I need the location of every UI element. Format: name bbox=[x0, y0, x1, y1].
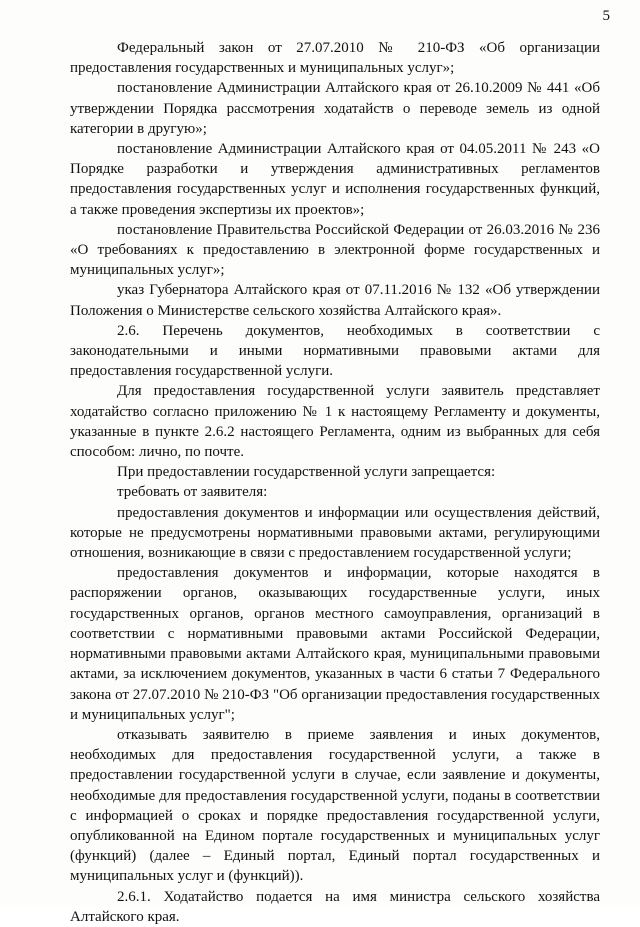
paragraph-prohibition-documents: предоставления документов и информации, которые находятся в распоряжении органов, оказывающих государственные услуги, иных государственных органов, органов местного самоуправления, организаций в соответствии с нормативными правовыми актами Российской Федерации, нормативными правовыми актами Алтайского края, муниципальными правовыми актами, за исключением документов, указанных в части 6 статьи 7 Федерального закона от 27.07.2010 № 210-ФЗ "Об организации предоставления государственных и муниципальных услуг"; bbox=[70, 565, 600, 723]
paragraph-resolution-441: постановление Администрации Алтайского края от 26.10.2009 № 441 «Об утверждении Порядка рассмотрения ходатайств о переводе земель из одной категории в другую»; bbox=[70, 80, 600, 137]
paragraph-prohibition-actions: предоставления документов и информации или осуществления действий, которые не предусмотрены нормативными правовыми актами, регулирующими отношения, возникающие в связи с предоставлением государственной услуги; bbox=[70, 504, 600, 562]
page-number: 5 bbox=[602, 8, 610, 24]
paragraph-federal-law-210: Федеральный закон от 27.07.2010 № 210-ФЗ «Об организации предоставления государственных и муниципальных услуг»; bbox=[70, 40, 600, 77]
paragraph-prohibited-intro: При предоставлении государственной услуги запрещается: bbox=[117, 464, 496, 481]
paragraph-applicant-submission: Для предоставления государственной услуги заявитель представляет ходатайство согласно приложению № 1 к настоящему Регламенту и документы, указанные в пункте 2.6.2 настоящего Регламента, одним из выбранных для себя способом: лично, по почте. bbox=[70, 383, 600, 461]
paragraph-section-2-6: 2.6. Перечень документов, необходимых в соответствии с законодательными и иными нормативными правовыми актами для предоставления государственной услуги. bbox=[70, 322, 600, 380]
paragraph-resolution-243: постановление Администрации Алтайского края от 04.05.2011 № 243 «О Порядке разработки и утверждения административных регламентов предоставления государственных услуг и исполнения государственных функций, а также проведения экспертизы их проектов»; bbox=[70, 141, 600, 218]
document-body bbox=[70, 38, 600, 927]
paragraph-section-2-6-1: 2.6.1. Ходатайство подается на имя министра сельского хозяйства Алтайского края. bbox=[70, 888, 600, 925]
paragraph-refusal-prohibition: отказывать заявителю в приеме заявления и иных документов, необходимых для предоставления государственной услуги, а также в предоставлении государственной услуги в случае, если заявление и документы, необходимые для предоставления государственной услуги, поданы в соответствии с информацией о сроках и порядке предоставления государственной услуги, опубликованной на Едином портале государственных и муниципальных услуг (функций) (далее – Единый портал, Единый портал государственных и муниципальных услуг и (функций)). bbox=[70, 726, 600, 885]
paragraph-governor-decree-132: указ Губернатора Алтайского края от 07.11.2016 № 132 «Об утверждении Положения о Министерстве сельского хозяйства Алтайского края». bbox=[70, 282, 600, 319]
paragraph-require-from-applicant: требовать от заявителя: bbox=[117, 484, 268, 501]
paragraph-government-resolution-236: постановление Правительства Российской Федерации от 26.03.2016 № 236 «О требованиях к предоставлению в электронной форме государственных и муниципальных услуг»; bbox=[70, 221, 600, 279]
